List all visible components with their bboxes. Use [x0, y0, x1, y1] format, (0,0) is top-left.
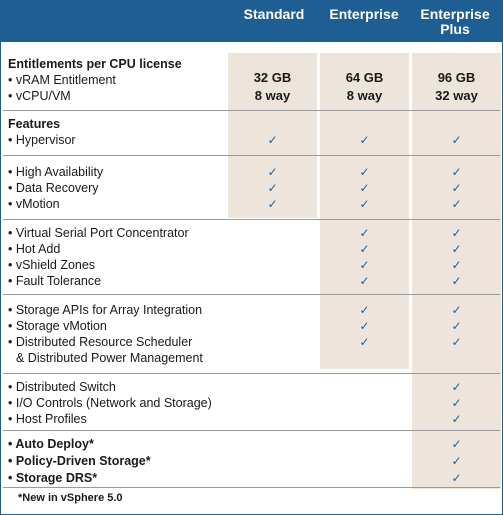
- feature-label: • Hypervisor: [8, 133, 76, 147]
- feature-label: • High Availability: [8, 165, 104, 179]
- check-icon: ✓: [451, 396, 462, 410]
- check-icon: ✓: [359, 165, 370, 179]
- feature-label: • vMotion: [8, 197, 60, 211]
- check-icon: ✓: [451, 274, 462, 288]
- feature-label: • Fault Tolerance: [8, 274, 102, 288]
- check-icon: ✓: [267, 133, 278, 147]
- check-icon: ✓: [451, 303, 462, 317]
- feature-label: • Data Recovery: [8, 181, 99, 195]
- enterprise-vcpu-value: 8 way: [346, 88, 383, 103]
- check-icon: ✓: [267, 181, 278, 195]
- feature-label: • Hot Add: [8, 242, 61, 256]
- check-icon: ✓: [451, 197, 462, 211]
- check-icon: ✓: [451, 133, 462, 147]
- check-icon: ✓: [359, 319, 370, 333]
- check-icon: ✓: [359, 181, 370, 195]
- standard-vcpu-value: 8 way: [254, 88, 291, 103]
- enterprise-vram-value: 64 GB: [345, 70, 384, 85]
- separator: [3, 487, 500, 488]
- feature-label: • Policy-Driven Storage*: [8, 454, 151, 468]
- feature-label: • I/O Controls (Network and Storage): [8, 396, 212, 410]
- vcpu-vm-label: • vCPU/VM: [8, 89, 71, 103]
- entitlements-title: Entitlements per CPU license: [8, 57, 182, 71]
- check-icon: ✓: [359, 242, 370, 256]
- check-icon: ✓: [451, 437, 462, 451]
- standard-vram-value: 32 GB: [253, 70, 292, 85]
- check-icon: ✓: [451, 454, 462, 468]
- feature-label: • Storage DRS*: [8, 471, 98, 485]
- vram-entitlement-label: • vRAM Entitlement: [8, 73, 116, 87]
- check-icon: ✓: [359, 303, 370, 317]
- feature-label: • Distributed Switch: [8, 380, 116, 394]
- check-icon: ✓: [359, 197, 370, 211]
- check-icon: ✓: [451, 335, 462, 349]
- check-icon: ✓: [451, 181, 462, 195]
- check-icon: ✓: [267, 165, 278, 179]
- separator: [3, 219, 500, 220]
- column-header-enterprise-plus: Enterprise Plus: [420, 6, 490, 37]
- enterprise-plus-vram-value: 96 GB: [437, 70, 476, 85]
- check-icon: ✓: [359, 335, 370, 349]
- check-icon: ✓: [359, 274, 370, 288]
- feature-label: & Distributed Power Management: [16, 351, 203, 365]
- column-header-enterprise: Enterprise: [329, 6, 399, 22]
- feature-label: • Virtual Serial Port Concentrator: [8, 226, 189, 240]
- separator: [3, 294, 500, 295]
- features-title: Features: [8, 117, 61, 131]
- check-icon: ✓: [359, 133, 370, 147]
- check-icon: ✓: [451, 471, 462, 485]
- feature-label: • Auto Deploy*: [8, 437, 94, 451]
- feature-label: • Storage APIs for Array Integration: [8, 303, 203, 317]
- check-icon: ✓: [451, 165, 462, 179]
- separator: [3, 110, 500, 111]
- column-header-standard: Standard: [243, 6, 305, 22]
- footnote: *New in vSphere 5.0: [18, 492, 123, 504]
- feature-label: • Host Profiles: [8, 412, 87, 426]
- separator: [3, 430, 500, 431]
- check-icon: ✓: [359, 226, 370, 240]
- check-icon: ✓: [451, 380, 462, 394]
- feature-label: • Distributed Resource Scheduler: [8, 335, 193, 349]
- feature-label: • Storage vMotion: [8, 319, 107, 333]
- feature-label: • vShield Zones: [8, 258, 96, 272]
- enterprise-plus-vcpu-value: 32 way: [435, 88, 478, 103]
- check-icon: ✓: [267, 197, 278, 211]
- check-icon: ✓: [451, 226, 462, 240]
- check-icon: ✓: [451, 319, 462, 333]
- separator: [3, 155, 500, 156]
- check-icon: ✓: [451, 242, 462, 256]
- check-icon: ✓: [451, 258, 462, 272]
- separator: [3, 373, 500, 374]
- check-icon: ✓: [451, 412, 462, 426]
- check-icon: ✓: [359, 258, 370, 272]
